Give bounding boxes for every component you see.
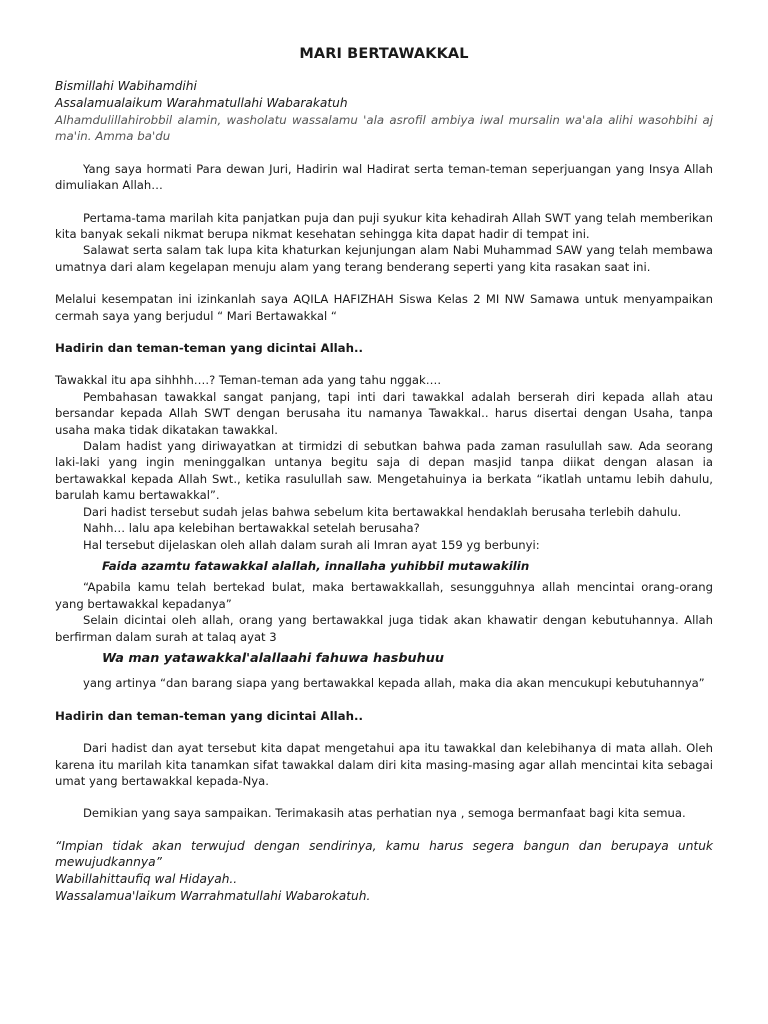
salawat-paragraph: Salawat serta salam tak lupa kita khaturkan kejunjungan alam Nabi Muhammad SAW yang telah membawa umatnya dari alam kegelapan menuju alam yang terang benderang seperti yang kita rasakan saat ini.: [55, 243, 713, 274]
conclusion-paragraph: Dari hadist dan ayat tersebut kita dapat mengetahui apa itu tawakkal dan kelebihanya di mata allah. Oleh karena itu marilah kita tanamkan sifat tawakkal dalam diri kita masing-masing agar allah mencintai kita sebagai umat yang bertawakkal kepada-Nya.: [55, 741, 713, 788]
section-heading: Hadirin dan teman-teman yang dicintai Allah..: [55, 708, 363, 723]
translation-paragraph: yang artinya “dan barang siapa yang bertawakkal kepada allah, maka dia akan mencukupi kebutuhannya”: [83, 676, 705, 691]
translation-paragraph: “Apabila kamu telah bertekad bulat, maka bertawakkallah, sesungguhnya allah mencintai orang-orang yang bertawakkal kepadanya”: [55, 580, 713, 611]
opening-line: Alhamdulillahirobbil alamin, washolatu wassalamu 'ala asrofil ambiya iwal mursalin wa'ala alihi wasohbihi aj ma'in. Amma ba'du: [55, 112, 713, 144]
page-title: MARI BERTAWAKKAL: [299, 46, 469, 62]
greeting-paragraph: Yang saya hormati Para dewan Juri, Hadirin wal Hadirat serta teman-teman seperjuangan yang Insya Allah dimuliakan Allah…: [55, 161, 713, 193]
verse-quote: Faida azamtu fatawakkal alallah, innallaha yuhibbil mutawakilin: [102, 558, 530, 573]
praise-paragraph: Pertama-tama marilah kita panjatkan puja dan puji syukur kita kehadirah Allah SWT yang telah memberikan kita banyak sekali nikmat berupa nikmat kesehatan sehingga kita dapat hadir di tempat ini.: [55, 210, 713, 241]
body-paragraph: Selain dicintai oleh allah, orang yang bertawakkal juga tidak akan khawatir dengan kebutuhannya. Allah berfirman dalam surah at talaq ayat 3: [55, 613, 713, 644]
document-page: [55, 46, 713, 904]
body-paragraph: Tawakkal itu apa sihhhh….? Teman-teman ada yang tahu nggak….: [55, 373, 442, 388]
closing-line: Wabillahittaufiq wal Hidayah..: [55, 871, 238, 886]
body-paragraph: Pembahasan tawakkal sangat panjang, tapi inti dari tawakkal adalah berserah diri kepada allah atau bersandar kepada Allah SWT dengan berusaha itu namanya Tawakkal.. harus disertai dengan Usaha, tanpa usaha maka tidak dikatakan tawakkal.: [55, 389, 713, 437]
opening-salutation: [55, 78, 713, 144]
body-paragraph: Dari hadist tersebut sudah jelas bahwa sebelum kita bertawakkal hendaklah berusaha terlebih dahulu.: [83, 504, 682, 519]
body-paragraph: Dalam hadist yang diriwayatkan at tirmidzi di sebutkan bahwa pada zaman rasulullah saw. Ada seorang laki-laki yang ingin meninggalkan untanya begitu saja di depan masjid tanpa diikat dengan alasan ia bertawakkal kepada Allah Swt., ketika rasulullah saw. Mengetahuinya ia berkata “ikatlah untamu lebih dahulu, barulah kamu bertawakkal”.: [55, 439, 713, 503]
closing-salutation: [55, 838, 713, 904]
closing-line: Wassalamua'laikum Warrahmatullahi Wabarokatuh.: [55, 888, 371, 903]
intro-paragraph: Melalui kesempatan ini izinkanlah saya AQILA HAFIZHAH Siswa Kelas 2 MI NW Samawa untuk menyampaikan cermah saya yang berjudul “ Mari Bertawakkal “: [55, 292, 713, 323]
thanks-paragraph: Demikian yang saya sampaikan. Terimakasih atas perhatian nya , semoga bermanfaat bagi kita semua.: [83, 806, 686, 821]
body-paragraph: Nahh… lalu apa kelebihan bertawakkal setelah berusaha?: [83, 521, 420, 536]
body-paragraph: Hal tersebut dijelaskan oleh allah dalam surah ali Imran ayat 159 yg berbunyi:: [83, 537, 540, 552]
opening-line: Assalamualaikum Warahmatullahi Wabarakatuh: [55, 96, 348, 110]
opening-line: Bismillahi Wabihamdihi: [55, 79, 197, 94]
closing-line: “Impian tidak akan terwujud dengan sendirinya, kamu harus segera bangun dan berupaya untuk mewujudkannya”: [55, 838, 713, 870]
section-heading: Hadirin dan teman-teman yang dicintai Allah..: [55, 341, 363, 356]
verse-quote: Wa man yatawakkal'alallaahi fahuwa hasbuhuu: [102, 650, 444, 666]
